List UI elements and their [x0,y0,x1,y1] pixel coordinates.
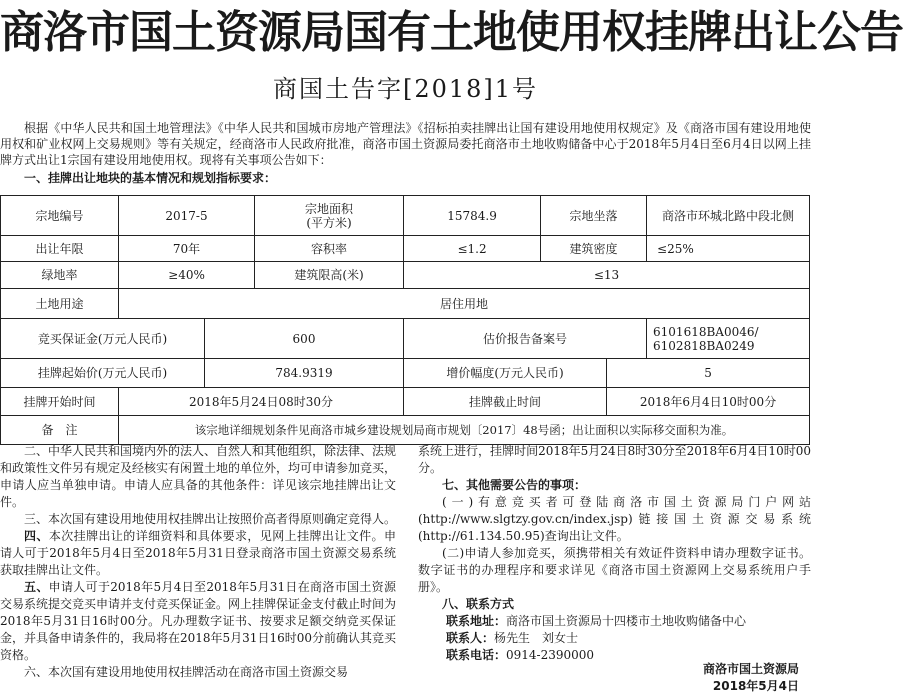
section-2: 二、中华人民共和国境内外的法人、自然人和其他组织，除法律、法规和政策性文件另有规定及经核实有闲置土地的单位外，均可申请参加竞买，申请人应当单独申请。申请人应具备的其他条件：详见该宗地挂牌出让文件。 [0,444,397,509]
density-value: ≤25% [647,236,810,262]
intro-paragraph: 根据《中华人民共和国土地管理法》《中华人民共和国城市房地产管理法》《招标拍卖挂牌出让国有建设用地使用权规定》及《商洛市国有建设用地使用权和矿业权网上交易规则》等有关规定，经商洛市人民政府批准，商洛市国土资源局委托商洛市土地收购储备中心于2018年5月4日至6月4日以网上挂牌方式出让1宗国有建设用地使用权。现将有关事项公告如下： [0,121,811,167]
notice-title: 商洛市国土资源局国有土地使用权挂牌出让公告 [0,7,903,58]
contact-label: 联系人： [446,631,495,645]
height-label: 建筑限高(米) [255,262,404,289]
end-time-value: 2018年6月4日10时00分 [607,388,810,416]
table-row [1,359,810,388]
area-value: 15784.9 [404,196,541,236]
contact-value: 杨先生 刘女士 [494,631,579,645]
table-row [1,388,810,416]
issuer-name: 商洛市国土资源局 [702,662,799,676]
section-4-text: 本次挂牌出让的详细资料和具体要求，见网上挂牌出让文件。申请人可于2018年5月4日至2018年5月31日登录商洛市国土资源交易系统获取挂牌出让文件。 [0,529,396,577]
location-label: 宗地坐落 [541,196,647,236]
term-value: 70年 [119,236,255,262]
section-4 [0,528,396,579]
location-value: 商洛市环城北路中段北侧 [647,196,810,236]
end-time-label: 挂牌截止时间 [404,388,607,416]
section-5 [0,579,396,664]
term-label: 出让年限 [1,236,119,262]
issue-date: 2018年5月4日 [712,679,799,693]
parcel-no-label: 宗地编号 [1,196,119,236]
increment-value: 5 [607,359,810,388]
deposit-value: 600 [205,319,404,359]
area-label [255,196,404,236]
report-number-1: 6101618BA0046/ [653,324,759,339]
section-8-heading: 八、联系方式 [442,597,515,611]
remark-label: 备 注 [1,416,119,445]
contact-person [418,630,811,647]
table-row [1,236,810,262]
area-label-line1: 宗地面积 [305,201,354,216]
report-value [647,319,810,359]
parcel-info-table [0,195,810,445]
document-number: 商国土告字[2018]1号 [272,75,539,103]
section-3: 三、本次国有建设用地使用权挂牌出让按照价高者得原则确定竞得人。 [24,512,397,526]
far-value: ≤1.2 [404,236,541,262]
phone-label: 联系电话： [446,648,507,662]
section-7-item-2: (二)申请人参加竞买，须携带相关有效证件资料申请办理数字证书。数字证书的办理程序和要求详见《商洛市国土资源网上交易系统用户手册》。 [418,546,811,594]
table-row [1,289,810,319]
green-value: ≥40% [119,262,255,289]
signature-block [703,661,799,695]
parcel-no-value: 2017-5 [119,196,255,236]
start-price-value: 784.9319 [205,359,404,388]
section-7-item-1: (一)有意竞买者可登陆商洛市国土资源局门户网站(http://www.slgtzy.gov.cn/index.jsp)链接国土资源交易系统(http://61.134.50.95)查询出让文件。 [418,495,811,543]
section-6: 六、本次国有建设用地使用权挂牌活动在商洛市国土资源交易 [24,665,349,679]
table-row [1,319,810,359]
section-7-heading: 七、其他需要公告的事项： [442,478,587,492]
contact-address [418,613,811,630]
table-row [1,262,810,289]
address-value: 商洛市国土资源局十四楼市土地收购储备中心 [506,614,747,628]
far-label: 容积率 [255,236,404,262]
start-time-label: 挂牌开始时间 [1,388,119,416]
table-row [1,416,810,445]
section-6-continued: 系统上进行，挂牌时间2018年5月24日8时30分至2018年6月4日10时00分。 [418,444,811,475]
start-time-value: 2018年5月24日08时30分 [119,388,404,416]
address-label: 联系地址： [446,614,507,628]
height-value: ≤13 [404,262,810,289]
use-value: 居住用地 [119,289,810,319]
deposit-label: 竞买保证金(万元人民币) [1,319,205,359]
section-1-heading: 一、挂牌出让地块的基本情况和规划指标要求： [24,171,277,185]
section-5-number: 五、 [24,580,49,594]
section-4-number: 四、 [24,529,49,543]
right-column [418,443,811,664]
remark-value: 该宗地详细规划条件见商洛市城乡建设规划局商市规划〔2017〕48号函；出让面积以实际移交面积为准。 [119,416,810,445]
notice-body [0,443,811,697]
increment-label: 增价幅度(万元人民币) [404,359,607,388]
use-label: 土地用途 [1,289,119,319]
green-label: 绿地率 [1,262,119,289]
phone-value: 0914-2390000 [506,648,595,662]
report-number-2: 6102818BA0249 [653,338,755,353]
area-label-line2: (平方米) [306,215,352,230]
left-column [0,443,396,681]
table-row [1,196,810,236]
start-price-label: 挂牌起始价(万元人民币) [1,359,205,388]
report-label: 估价报告备案号 [404,319,647,359]
section-5-text: 申请人可于2018年5月4日至2018年5月31日在商洛市国土资源交易系统提交竞买申请并支付竞买保证金。网上挂牌保证金支付截止时间为2018年5月31日16时00分。凡办理数字证书、按要求足额交纳竞买保证金，并具备申请条件的，我局将在2018年5月31日16时00分前确认其竞买资格。 [0,580,397,662]
density-label: 建筑密度 [541,236,647,262]
